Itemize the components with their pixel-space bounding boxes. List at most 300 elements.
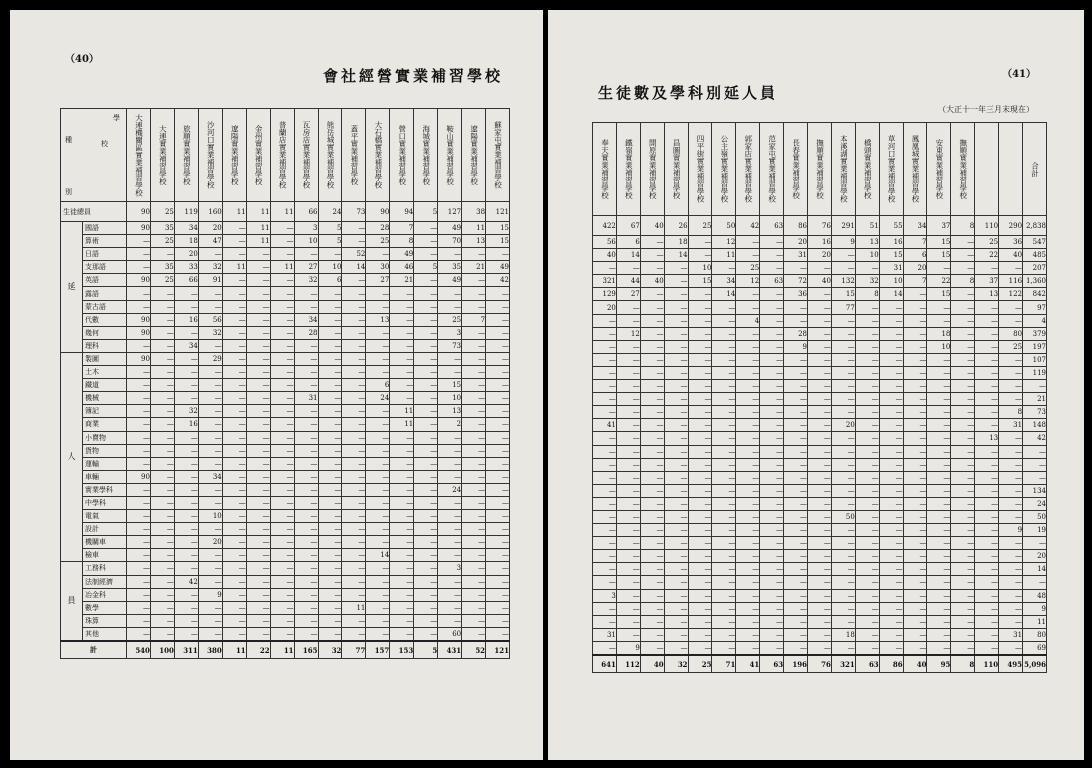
data-cell: — — [462, 431, 486, 444]
table-row — [61, 457, 510, 470]
data-cell: — — [736, 445, 760, 458]
data-cell: — — [664, 419, 688, 432]
data-cell: — — [855, 537, 879, 550]
data-cell: 16 — [174, 313, 198, 326]
school-header — [975, 123, 999, 216]
data-cell: — — [999, 484, 1023, 497]
data-cell: — — [736, 340, 760, 353]
data-cell: 132 — [831, 275, 855, 288]
data-cell: — — [222, 366, 246, 379]
data-cell: — — [999, 366, 1023, 379]
data-cell: 7 — [903, 236, 927, 249]
data-cell: 10 — [318, 261, 342, 274]
data-cell: 3 — [438, 326, 462, 339]
data-cell: 20 — [784, 236, 808, 249]
data-cell: 9 — [616, 641, 640, 655]
enrolled-cell: 127 — [438, 202, 462, 222]
data-cell: 14 — [879, 288, 903, 301]
total-cell: 77 — [342, 641, 366, 659]
data-cell: — — [414, 339, 438, 352]
data-cell: — — [318, 510, 342, 523]
page-number: （41） — [1002, 69, 1036, 80]
data-cell: — — [736, 419, 760, 432]
data-cell: — — [270, 405, 294, 418]
data-cell: — — [903, 537, 927, 550]
data-cell: 21 — [462, 261, 486, 274]
data-cell: — — [390, 326, 414, 339]
data-cell: — — [712, 576, 736, 589]
data-cell: — — [927, 445, 951, 458]
data-cell: 207 — [1023, 262, 1047, 275]
data-cell: 48 — [1023, 589, 1047, 602]
data-cell: — — [222, 601, 246, 614]
data-cell: — — [927, 628, 951, 641]
enrolled-cell: 50 — [712, 216, 736, 236]
data-cell: — — [760, 563, 784, 576]
data-cell: — — [736, 497, 760, 510]
data-cell: — — [127, 248, 151, 261]
data-cell: — — [342, 588, 366, 601]
data-cell: — — [760, 340, 784, 353]
data-cell: — — [736, 471, 760, 484]
data-cell: — — [808, 432, 832, 445]
data-cell: — — [222, 313, 246, 326]
data-cell: — — [784, 432, 808, 445]
data-cell: — — [222, 614, 246, 627]
data-cell: — — [808, 524, 832, 537]
data-cell: — — [438, 444, 462, 457]
data-cell: — — [879, 445, 903, 458]
school-header — [688, 123, 712, 216]
data-cell: — — [999, 563, 1023, 576]
data-cell: — — [808, 497, 832, 510]
corner-label: 別 — [65, 188, 72, 196]
data-cell: — — [1023, 471, 1047, 484]
data-cell: — — [784, 628, 808, 641]
data-cell: — — [462, 444, 486, 457]
data-cell: — — [879, 353, 903, 366]
data-cell: — — [640, 353, 664, 366]
data-cell: — — [150, 248, 174, 261]
data-cell: — — [593, 458, 617, 471]
total-cell: 431 — [438, 641, 462, 659]
enrolled-cell: 66 — [294, 202, 318, 222]
data-cell: — — [222, 248, 246, 261]
data-cell: — — [855, 602, 879, 615]
data-cell: — — [270, 392, 294, 405]
data-cell: — — [150, 300, 174, 313]
data-cell: — — [736, 432, 760, 445]
data-cell: — — [414, 392, 438, 405]
table-row — [593, 432, 1047, 445]
data-cell: — — [414, 444, 438, 457]
data-cell: — — [855, 563, 879, 576]
data-cell: — — [951, 615, 975, 628]
data-cell: — — [270, 326, 294, 339]
data-cell: — — [294, 457, 318, 470]
table-row — [593, 550, 1047, 563]
data-cell: — — [198, 300, 222, 313]
data-cell: — — [127, 627, 151, 641]
data-cell: — — [462, 379, 486, 392]
data-cell: — — [390, 496, 414, 509]
data-cell: — — [438, 470, 462, 483]
data-cell: 18 — [174, 235, 198, 248]
data-cell: — — [318, 457, 342, 470]
enrolled-cell: 42 — [736, 216, 760, 236]
data-cell: 14 — [664, 249, 688, 262]
data-cell: — — [831, 393, 855, 406]
data-cell: 37 — [975, 275, 999, 288]
data-cell: — — [127, 405, 151, 418]
data-cell: 15 — [879, 249, 903, 262]
total-cell: 52 — [462, 641, 486, 659]
enrolled-cell: 55 — [879, 216, 903, 236]
data-cell: 10 — [879, 275, 903, 288]
data-cell: — — [640, 340, 664, 353]
data-cell: — — [927, 537, 951, 550]
data-cell: — — [664, 288, 688, 301]
data-cell: — — [712, 458, 736, 471]
data-cell: 24 — [366, 392, 390, 405]
data-cell: 9 — [1023, 602, 1047, 615]
data-cell: — — [784, 602, 808, 615]
data-cell: — — [198, 339, 222, 352]
data-cell: — — [951, 484, 975, 497]
table-row — [593, 380, 1047, 393]
data-cell: — — [270, 444, 294, 457]
data-cell: 34 — [712, 275, 736, 288]
data-cell: — — [270, 274, 294, 287]
data-cell: 8 — [855, 288, 879, 301]
data-cell: — — [999, 576, 1023, 589]
data-cell: 25 — [438, 313, 462, 326]
enrolled-cell: 11 — [270, 202, 294, 222]
data-cell: — — [616, 628, 640, 641]
data-cell: — — [414, 379, 438, 392]
data-cell: — — [486, 248, 510, 261]
data-cell: — — [198, 549, 222, 562]
school-name: 鳳凰城實業補習學校 — [911, 135, 921, 203]
data-cell: — — [486, 614, 510, 627]
data-cell: — — [688, 353, 712, 366]
data-cell: — — [414, 470, 438, 483]
data-cell: — — [246, 562, 270, 575]
data-cell: 25 — [366, 235, 390, 248]
data-cell: — — [879, 327, 903, 340]
data-cell: — — [855, 366, 879, 379]
data-cell: — — [640, 393, 664, 406]
data-cell: — — [246, 352, 270, 365]
data-cell: — — [712, 301, 736, 314]
data-cell: — — [246, 300, 270, 313]
school-name: 普蘭店實業補習學校 — [278, 121, 288, 189]
data-cell: — — [222, 352, 246, 365]
table-row — [61, 405, 510, 418]
data-cell: — — [174, 496, 198, 509]
group-label: 員 — [61, 562, 83, 641]
subject-label: 檢車 — [83, 549, 127, 562]
data-cell: 25 — [150, 274, 174, 287]
data-cell: 379 — [1023, 327, 1047, 340]
total-cell: 110 — [975, 655, 999, 673]
school-name: 鞍山實業補習學校 — [445, 125, 455, 185]
school-name: 金州實業補習學校 — [254, 125, 264, 185]
school-header — [150, 109, 174, 202]
data-cell: — — [760, 524, 784, 537]
subject-label: 貨物 — [83, 444, 127, 457]
data-cell: — — [222, 562, 246, 575]
data-cell: — — [855, 445, 879, 458]
school-name: 大連實業補習學校 — [158, 125, 168, 185]
data-cell: — — [294, 523, 318, 536]
data-cell: — — [855, 327, 879, 340]
data-cell: — — [640, 419, 664, 432]
data-cell: — — [270, 575, 294, 588]
data-cell: — — [760, 314, 784, 327]
data-cell: — — [246, 549, 270, 562]
data-cell: — — [486, 588, 510, 601]
data-cell: — — [318, 536, 342, 549]
data-cell: — — [390, 431, 414, 444]
data-cell: — — [246, 379, 270, 392]
school-name: 范家屯實業補習學校 — [767, 135, 777, 203]
data-cell: — — [150, 627, 174, 641]
data-cell: — — [174, 457, 198, 470]
data-cell: — — [975, 353, 999, 366]
data-cell: — — [616, 301, 640, 314]
data-cell: — — [808, 419, 832, 432]
data-cell: — — [462, 536, 486, 549]
data-cell: — — [831, 380, 855, 393]
data-cell: — — [640, 484, 664, 497]
data-cell: — — [198, 366, 222, 379]
data-cell: — — [927, 458, 951, 471]
data-cell: — — [342, 366, 366, 379]
subject-label: 蒙古語 — [83, 300, 127, 313]
data-cell: 36 — [999, 236, 1023, 249]
data-cell: 13 — [975, 432, 999, 445]
enrolled-cell: 94 — [390, 202, 414, 222]
data-cell: — — [640, 249, 664, 262]
data-cell: — — [222, 287, 246, 300]
data-cell: — — [999, 497, 1023, 510]
data-cell: 50 — [831, 510, 855, 523]
data-cell: — — [688, 563, 712, 576]
school-header — [438, 109, 462, 202]
data-cell: — — [486, 287, 510, 300]
left-table — [60, 108, 510, 659]
data-cell: — — [784, 445, 808, 458]
table-row — [593, 602, 1047, 615]
data-cell: — — [616, 432, 640, 445]
data-cell: — — [390, 379, 414, 392]
data-cell: — — [342, 470, 366, 483]
data-cell: — — [593, 563, 617, 576]
data-cell: — — [736, 327, 760, 340]
data-cell: 11 — [462, 222, 486, 235]
data-cell: — — [462, 562, 486, 575]
subject-label: 代數 — [83, 313, 127, 326]
data-cell: — — [688, 419, 712, 432]
subject-label: 鐵道 — [83, 379, 127, 392]
subject-label: 日語 — [83, 248, 127, 261]
data-cell: — — [903, 510, 927, 523]
data-cell: — — [318, 562, 342, 575]
data-cell: — — [222, 418, 246, 431]
school-header — [222, 109, 246, 202]
data-cell: — — [318, 379, 342, 392]
data-cell: — — [688, 445, 712, 458]
data-cell: — — [903, 628, 927, 641]
data-cell: — — [855, 301, 879, 314]
data-cell: — — [951, 628, 975, 641]
data-cell: — — [903, 380, 927, 393]
total-cell: 121 — [486, 641, 510, 659]
data-cell: 11 — [1023, 615, 1047, 628]
data-cell: — — [903, 340, 927, 353]
data-cell: — — [390, 300, 414, 313]
data-cell: — — [927, 301, 951, 314]
data-cell: — — [975, 471, 999, 484]
data-cell: — — [951, 340, 975, 353]
data-cell: — — [616, 340, 640, 353]
data-cell: — — [246, 339, 270, 352]
right-page — [548, 10, 1084, 760]
data-cell: 9 — [198, 588, 222, 601]
data-cell: — — [879, 602, 903, 615]
data-cell: — — [174, 352, 198, 365]
data-cell: 35 — [150, 261, 174, 274]
data-cell: — — [342, 496, 366, 509]
data-cell: — — [664, 550, 688, 563]
data-cell: 13 — [855, 236, 879, 249]
data-cell: — — [760, 419, 784, 432]
data-cell: — — [1023, 458, 1047, 471]
data-cell: — — [688, 628, 712, 641]
data-cell: — — [999, 615, 1023, 628]
data-cell: — — [951, 406, 975, 419]
page-title: 會社經營實業補習學校 — [322, 67, 503, 85]
data-cell: — — [831, 262, 855, 275]
school-header — [390, 109, 414, 202]
table-row — [593, 510, 1047, 523]
data-cell: — — [736, 301, 760, 314]
data-cell: — — [593, 484, 617, 497]
data-cell: — — [174, 483, 198, 496]
total-cell: 95 — [927, 655, 951, 673]
data-cell: — — [808, 615, 832, 628]
data-cell: — — [640, 406, 664, 419]
data-cell: 32 — [198, 326, 222, 339]
data-cell: 8 — [390, 235, 414, 248]
data-cell: 6 — [366, 379, 390, 392]
data-cell: — — [593, 471, 617, 484]
data-cell: — — [342, 222, 366, 235]
data-cell: — — [784, 380, 808, 393]
data-cell: — — [903, 641, 927, 655]
data-cell: 10 — [855, 249, 879, 262]
data-cell: — — [999, 589, 1023, 602]
data-cell: — — [246, 313, 270, 326]
data-cell: — — [616, 445, 640, 458]
data-cell: — — [366, 536, 390, 549]
data-cell: — — [736, 576, 760, 589]
data-cell: — — [462, 549, 486, 562]
data-cell: — — [318, 326, 342, 339]
data-cell: — — [318, 549, 342, 562]
enrolled-cell: 90 — [127, 202, 151, 222]
data-cell: — — [294, 614, 318, 627]
school-header — [784, 123, 808, 216]
data-cell: — — [712, 550, 736, 563]
subject-label: 中學科 — [83, 496, 127, 509]
data-cell: — — [593, 366, 617, 379]
data-cell: — — [222, 523, 246, 536]
data-cell: — — [222, 496, 246, 509]
data-cell: — — [222, 549, 246, 562]
data-cell: — — [903, 314, 927, 327]
data-cell: — — [664, 445, 688, 458]
data-cell: — — [127, 457, 151, 470]
data-cell: — — [855, 432, 879, 445]
data-cell: 56 — [593, 236, 617, 249]
data-cell: — — [462, 287, 486, 300]
data-cell: — — [593, 327, 617, 340]
data-cell: — — [174, 536, 198, 549]
school-name: 昌圖實業補習學校 — [672, 139, 682, 199]
data-cell: — — [951, 249, 975, 262]
enrolled-cell: 422 — [593, 216, 617, 236]
data-cell: 97 — [1023, 301, 1047, 314]
total-label: 計 — [61, 641, 127, 659]
data-cell: — — [246, 431, 270, 444]
data-cell: — — [342, 339, 366, 352]
data-cell: — — [688, 510, 712, 523]
data-cell: 27 — [616, 288, 640, 301]
data-cell: — — [246, 588, 270, 601]
data-cell: — — [462, 523, 486, 536]
data-cell: — — [975, 628, 999, 641]
data-cell: — — [808, 262, 832, 275]
data-cell: — — [951, 510, 975, 523]
data-cell: — — [903, 471, 927, 484]
data-cell: — — [462, 274, 486, 287]
enrolled-cell: 119 — [174, 202, 198, 222]
data-cell: — — [593, 537, 617, 550]
data-cell: — — [342, 300, 366, 313]
data-cell: 32 — [198, 261, 222, 274]
school-name: 熊岳城實業補習學校 — [325, 121, 335, 189]
data-cell: — — [150, 352, 174, 365]
enrolled-row — [593, 216, 1047, 236]
data-cell: 116 — [999, 275, 1023, 288]
data-cell: — — [462, 496, 486, 509]
data-cell: — — [688, 615, 712, 628]
data-cell: 50 — [1023, 510, 1047, 523]
data-cell: 321 — [593, 275, 617, 288]
data-cell: — — [174, 562, 198, 575]
data-cell: 547 — [1023, 236, 1047, 249]
data-cell: — — [318, 601, 342, 614]
data-cell: — — [712, 563, 736, 576]
table-row — [593, 589, 1047, 602]
data-cell: — — [270, 379, 294, 392]
table-body — [593, 216, 1047, 673]
school-name: 營口實業補習學校 — [397, 125, 407, 185]
data-cell: — — [342, 392, 366, 405]
data-cell: — — [593, 262, 617, 275]
